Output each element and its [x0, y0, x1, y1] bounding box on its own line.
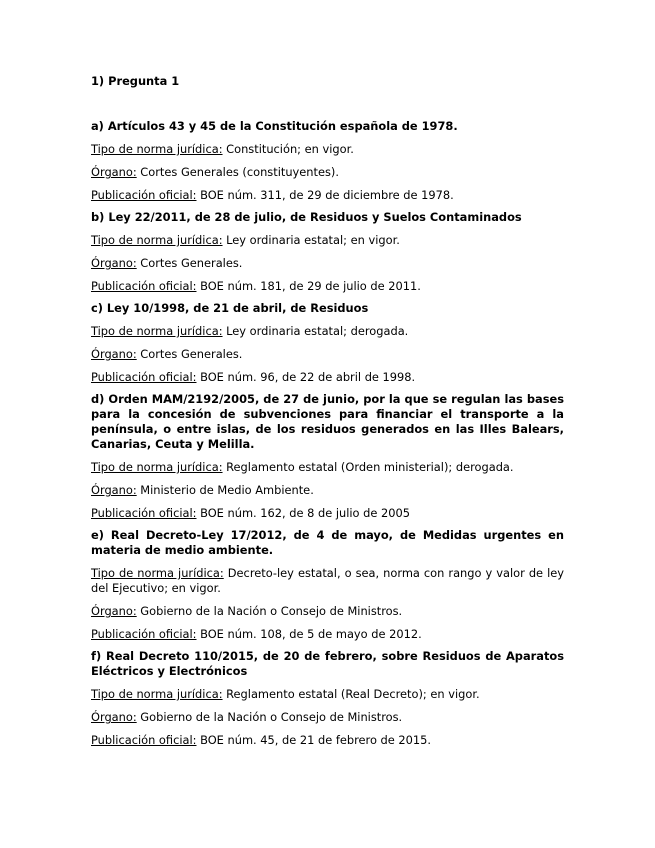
tipo-norma-line: [91, 324, 564, 339]
publicacion-label: Publicación oficial:: [91, 188, 197, 202]
organo-value: Cortes Generales.: [136, 347, 243, 361]
publicacion-line: [91, 627, 564, 642]
organo-label: Órgano:: [91, 604, 137, 618]
tipo-norma-line: [91, 233, 564, 248]
section-c: [91, 301, 564, 385]
tipo-norma-label: Tipo de norma jurídica:: [91, 324, 223, 338]
tipo-norma-line: [91, 687, 564, 702]
section-title: e) Real Decreto-Ley 17/2012, de 4 de mayo, de Medidas urgentes en materia de medio ambiente.: [91, 528, 564, 557]
organo-label: Órgano:: [91, 347, 137, 361]
publicacion-label: Publicación oficial:: [91, 370, 197, 384]
tipo-norma-line: [91, 142, 564, 157]
organo-value: Gobierno de la Nación o Consejo de Ministros.: [136, 604, 403, 618]
question-heading: 1) Pregunta 1: [91, 74, 180, 88]
section-b: [91, 210, 564, 294]
publicacion-value: BOE núm. 108, de 5 de mayo de 2012.: [196, 627, 422, 641]
tipo-norma-label: Tipo de norma jurídica:: [91, 566, 224, 580]
organo-value: Cortes Generales (constituyentes).: [136, 165, 339, 179]
organo-line: [91, 347, 564, 362]
publicacion-label: Publicación oficial:: [91, 279, 197, 293]
tipo-norma-value: Ley ordinaria estatal; en vigor.: [222, 233, 400, 247]
organo-label: Órgano:: [91, 256, 137, 270]
tipo-norma-line: [91, 460, 564, 475]
organo-value: Ministerio de Medio Ambiente.: [136, 483, 314, 497]
publicacion-line: [91, 506, 564, 521]
publicacion-label: Publicación oficial:: [91, 506, 197, 520]
organo-line: [91, 165, 564, 180]
organo-line: [91, 256, 564, 271]
publicacion-line: [91, 279, 564, 294]
section-title: a) Artículos 43 y 45 de la Constitución española de 1978.: [91, 119, 458, 133]
publicacion-line: [91, 370, 564, 385]
section-e: [91, 528, 564, 642]
publicacion-value: BOE núm. 181, de 29 de julio de 2011.: [196, 279, 421, 293]
organo-line: [91, 604, 564, 619]
publicacion-value: BOE núm. 162, de 8 de julio de 2005: [196, 506, 410, 520]
tipo-norma-label: Tipo de norma jurídica:: [91, 460, 223, 474]
section-title: f) Real Decreto 110/2015, de 20 de febrero, sobre Residuos de Aparatos Eléctricos y Electrónicos: [91, 649, 564, 678]
tipo-norma-value: Constitución; en vigor.: [222, 142, 354, 156]
section-title: d) Orden MAM/2192/2005, de 27 de junio, por la que se regulan las bases para la concesión de subvenciones para financiar el transporte a la península, o entre islas, de los residuos generados en las Illes Balears, Canarias, Ceuta y Melilla.: [91, 392, 564, 451]
publicacion-line: [91, 188, 564, 203]
organo-line: [91, 710, 564, 725]
organo-label: Órgano:: [91, 483, 137, 497]
publicacion-value: BOE núm. 96, de 22 de abril de 1998.: [196, 370, 416, 384]
organo-value: Gobierno de la Nación o Consejo de Ministros.: [136, 710, 403, 724]
tipo-norma-line: [91, 566, 564, 596]
tipo-norma-value: Reglamento estatal (Real Decreto); en vigor.: [222, 687, 480, 701]
section-title: b) Ley 22/2011, de 28 de julio, de Residuos y Suelos Contaminados: [91, 210, 522, 224]
publicacion-label: Publicación oficial:: [91, 733, 197, 747]
tipo-norma-label: Tipo de norma jurídica:: [91, 142, 223, 156]
document-page: [91, 74, 564, 748]
publicacion-value: BOE núm. 45, de 21 de febrero de 2015.: [196, 733, 432, 747]
tipo-norma-value: Reglamento estatal (Orden ministerial); derogada.: [222, 460, 514, 474]
section-d: [91, 392, 564, 521]
section-a: [91, 119, 564, 203]
section-f: [91, 649, 564, 748]
section-title: c) Ley 10/1998, de 21 de abril, de Residuos: [91, 301, 369, 315]
organo-value: Cortes Generales.: [136, 256, 243, 270]
publicacion-value: BOE núm. 311, de 29 de diciembre de 1978.: [196, 188, 454, 202]
organo-label: Órgano:: [91, 165, 137, 179]
publicacion-line: [91, 733, 564, 748]
organo-label: Órgano:: [91, 710, 137, 724]
tipo-norma-label: Tipo de norma jurídica:: [91, 233, 223, 247]
publicacion-label: Publicación oficial:: [91, 627, 197, 641]
tipo-norma-label: Tipo de norma jurídica:: [91, 687, 223, 701]
organo-line: [91, 483, 564, 498]
tipo-norma-value: Decreto-ley estatal, o sea, norma con rango y valor de ley del Ejecutivo; en vigor.: [91, 566, 565, 595]
tipo-norma-value: Ley ordinaria estatal; derogada.: [222, 324, 409, 338]
